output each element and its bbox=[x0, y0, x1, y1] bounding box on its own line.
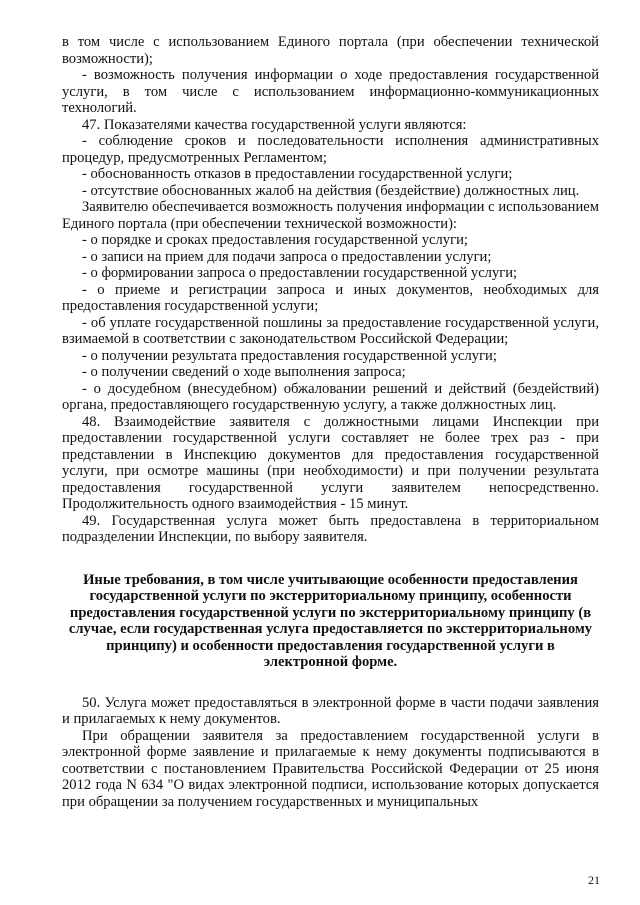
list-item: - о приеме и регистрации запроса и иных документов, необходимых для предоставления государственной услуги; bbox=[62, 281, 599, 314]
page-number: 21 bbox=[588, 873, 600, 887]
list-item: - о получении результата предоставления государственной услуги; bbox=[82, 347, 497, 364]
list-item: - о формировании запроса о предоставлении государственной услуги; bbox=[82, 265, 518, 281]
paragraph-47: 47. Показателями качества государственной услуги являются: bbox=[82, 116, 467, 133]
list-item: - соблюдение сроков и последовательности исполнения административных процедур, предусмотренных Регламентом; bbox=[62, 133, 599, 166]
list-item: - о записи на прием для подачи запроса о предоставлении услуги; bbox=[82, 248, 492, 265]
list-item: - обоснованность отказов в предоставлении государственной услуги; bbox=[82, 166, 513, 182]
paragraph-49: 49. Государственная услуга может быть предоставлена в территориальном подразделении Инспекции, по выбору заявителя. bbox=[62, 512, 599, 545]
paragraphs-after-heading bbox=[62, 695, 599, 811]
list-item: - об уплате государственной пошлины за предоставление государственной услуги, взимаемой в соответствии с законодательством Российской Федерации; bbox=[62, 314, 599, 347]
paragraph: Заявителю обеспечивается возможность получения информации с использованием Единого портала (при обеспечении технической возможности): bbox=[62, 199, 599, 232]
list-item: - о порядке и сроках предоставления государственной услуги; bbox=[82, 232, 468, 248]
document-page bbox=[62, 34, 599, 810]
spacer bbox=[62, 546, 599, 572]
list-item: - о досудебном (внесудебном) обжаловании решений и действий (бездействий) органа, предоставляющего государственную услугу, а также должностных лиц. bbox=[62, 380, 599, 413]
spacer bbox=[62, 671, 599, 695]
paragraph: При обращении заявителя за предоставлением государственной услуги в электронной форме заявление и прилагаемые к нему документы подписываются в соответствии с постановлением Правительства Российской Федерации от 25 июня 2012 года N 634 "О видах электронной подписи, использование которых допускается при обращении за получением государственных и муниципальных bbox=[62, 727, 599, 810]
section-heading: Иные требования, в том числе учитывающие особенности предоставления государственной услуги по экстерриториальному принципу, особенности предоставления государственной услуги по экстерриториальному принципу (в случае, если государственная услуга предоставляется по экстерриториальному принципу) и особенности предоставления государственной услуги в электронной форме. bbox=[68, 571, 593, 670]
paragraph: в том числе с использованием Единого портала (при обеспечении технической возможности); bbox=[62, 34, 599, 67]
list-item: - отсутствие обоснованных жалоб на действия (бездействие) должностных лиц. bbox=[82, 182, 580, 199]
paragraphs-before-heading bbox=[62, 34, 599, 546]
paragraph-48: 48. Взаимодействие заявителя с должностными лицами Инспекции при предоставлении государственной услуги составляет не более трех раз - при представлении в Инспекцию документов для предоставления государственной услуги, при осмотре машины (при необходимости) и при получении результата предоставления государственной услуги заявителем непосредственно. Продолжительность одного взаимодействия - 15 минут. bbox=[62, 413, 599, 512]
paragraph-50: 50. Услуга может предоставляться в электронной форме в части подачи заявления и прилагаемых к нему документов. bbox=[62, 694, 599, 727]
list-item: - о получении сведений о ходе выполнения запроса; bbox=[82, 364, 406, 380]
list-item: - возможность получения информации о ходе предоставления государственной услуги, в том числе с использованием информационно-коммуникационных технологий. bbox=[62, 67, 599, 116]
